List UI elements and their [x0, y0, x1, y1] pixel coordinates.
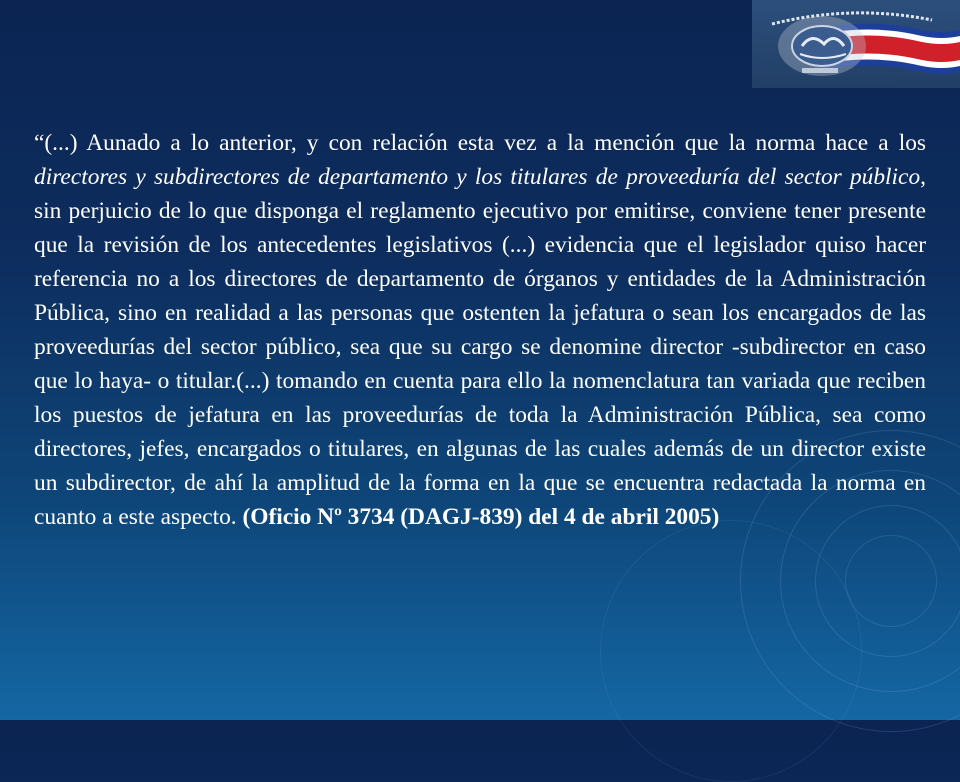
institution-logo	[752, 0, 960, 88]
quote-emphasis: directores y subdirectores de departamento y los titulares de proveeduría del sector público	[34, 164, 921, 190]
legal-quote-paragraph	[34, 126, 926, 534]
quote-citation: (Oficio Nº 3734 (DAGJ-839) del 4 de abril 2005)	[242, 504, 720, 530]
quote-text-start: “(...) Aunado a lo anterior, y con relación esta vez a la mención que la norma hace a los	[34, 130, 926, 156]
institution-seal-with-flag-icon	[752, 0, 960, 88]
quote-text-end: , sin perjuicio de lo que disponga el reglamento ejecutivo por emitirse, conviene tener presente que la revisión de los antecedentes legislativos (...) evidencia que el legislador quiso hacer referencia no a los directores de departamento de órganos y entidades de la Administración Pública, sino en realidad a las personas que ostenten la jefatura o sean los encargados de las proveedurías del sector público, sea que su cargo se denomine director -subdirector en caso que lo haya- o titular.(...) tomando en cuenta para ello la nomenclatura tan variada que reciben los puestos de jefatura en las proveedurías de toda la Administración Pública, sea como directores, jefes, encargados o titulares, en algunas de las cuales además de un director existe un subdirector, de ahí la amplitud de la forma en la que se encuentra redactada la norma en cuanto a este aspecto.	[34, 164, 926, 530]
